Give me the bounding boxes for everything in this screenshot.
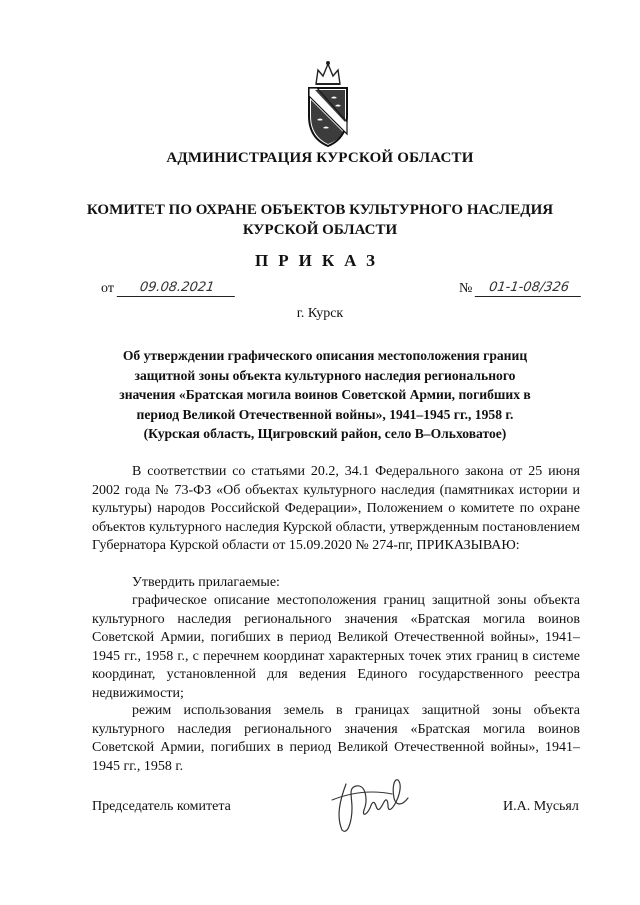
number-field [459,279,582,297]
committee-title-line1: КОМИТЕТ ПО ОХРАНЕ ОБЪЕКТОВ КУЛЬТУРНОГО НАСЛЕДИЯ [86,202,554,218]
body-paragraph-2: Утвердить прилагаемые: [132,575,280,590]
number-value: 01-1-08/326 [475,279,584,297]
body-paragraph-3: графическое описание местоположения границ защитной зоны объекта культурного наследия регионального значения «Братская могила воинов Советской Армии, погибших в период Великой Отечественной войны», 1941–1945 гг., 1958 г., с перечнем координат характерных точек этих границ в системе координат, установленной для ведения Единого государственного реестра недвижимости; [92,593,580,701]
date-value: 09.08.2021 [117,279,238,297]
committee-title [0,200,640,240]
date-prefix: от [101,281,114,296]
document-type: ПРИКАЗ [255,251,385,270]
signature-icon [322,770,432,840]
body-paragraph-1: В соответствии со статьями 20.2, 34.1 Федерального закона от 25 июня 2002 года № 73-ФЗ «Об объектах культурного наследия (памятниках истории и культуры) народов Российской Федерации», Положением о комитете по охране объектов культурного наследия Курской области, утвержденным постановлением Губернатора Курской области от 15.09.2020 № 274-пг, ПРИКАЗЫВАЮ: [92,464,580,553]
committee-title-line2: КУРСКОЙ ОБЛАСТИ [242,222,398,238]
body-paragraph-4: режим использования земель в границах защитной зоны объекта культурного наследия регионального значения «Братская могила воинов Советской Армии, погибших в период Великой Отечественной войны», 1941–1945 гг., 1958 г. [92,703,580,774]
number-prefix: № [459,281,473,296]
signatory-name: И.А. Мусьял [503,799,579,814]
date-field [101,279,236,297]
administration-title: АДМИНИСТРАЦИЯ КУРСКОЙ ОБЛАСТИ [166,150,474,166]
coat-of-arms-icon [301,58,355,150]
signatory-title: Председатель комитета [92,799,231,814]
city: г. Курск [296,306,344,321]
document-subject: Об утверждении графического описания местоположения границ защитной зоны объекта культурного наследия регионального значения «Братская могила воинов Советской Армии, погибших в период Великой Отечественной войны», 1941–1945 гг., 1958 г. (Курская область, Щигровский район, село В–Ольховатое) [119,348,531,441]
